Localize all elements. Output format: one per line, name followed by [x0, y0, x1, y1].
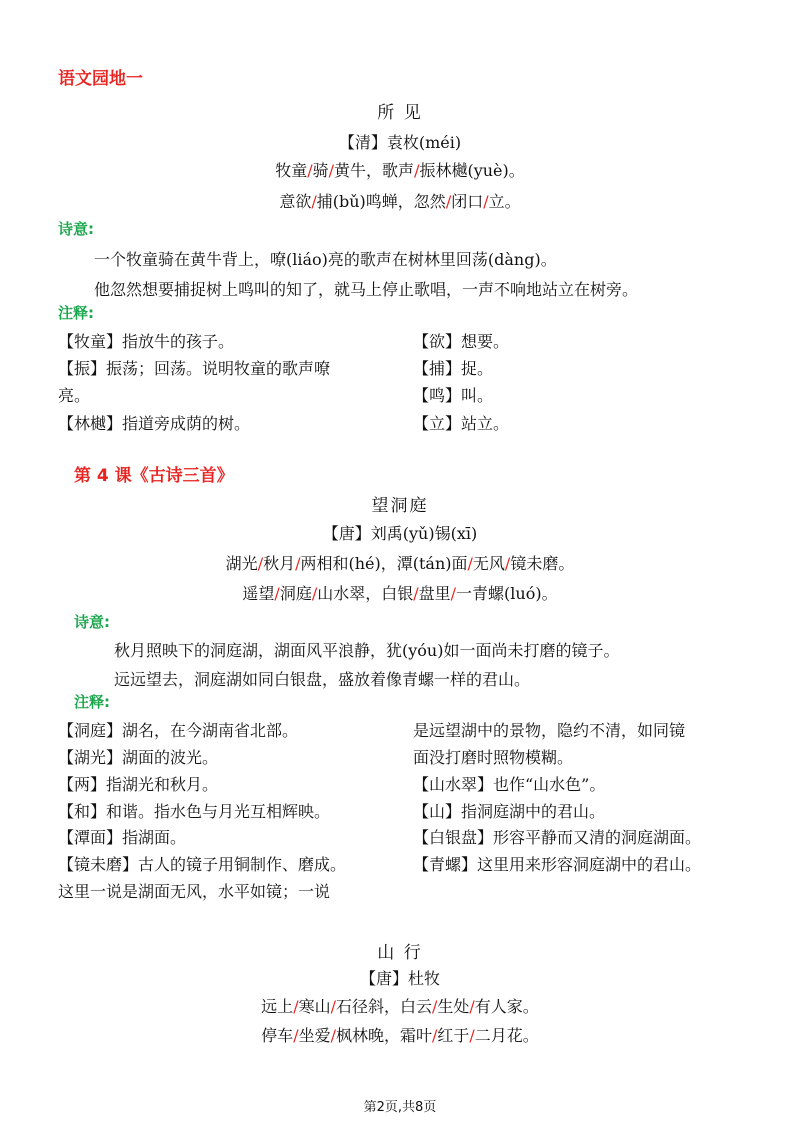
note-item: 【白银盘】形容平静而又清的洞庭湖面。: [413, 828, 702, 847]
page-number: 第2页,共8页: [363, 1100, 437, 1115]
poem-author-wangdongting: 【唐】刘禹(yǔ)锡(xī): [322, 524, 478, 543]
meaning-line: 秋月照映下的洞庭湖，湖面风平浪静，犹(yóu)如一面尚未打磨的镜子。: [114, 641, 620, 660]
poem-line-1: 远上/寒山/石径斜，白云/生处/有人家。: [261, 997, 539, 1016]
poem-author-shanxing: 【唐】杜牧: [359, 969, 440, 988]
meaning-line: 远远望去，洞庭湖如同白银盘，盛放着像青螺一样的君山。: [114, 670, 531, 689]
note-item: 【洞庭】湖名，在今湖南省北部。: [58, 721, 299, 740]
section-heading-lesson4: 第 4 课《古诗三首》: [74, 466, 234, 486]
poem-line-1: 湖光/秋月/两相和(hé)，潭(tán)面/无风/镜未磨。: [225, 554, 575, 573]
note-item: 【林樾】指道旁成荫的树。: [58, 414, 251, 433]
note-item: 面没打磨时照物模糊。: [413, 748, 574, 767]
note-item: 【湖光】湖面的波光。: [58, 748, 219, 767]
note-item: 【牧童】指放牛的孩子。: [58, 332, 235, 351]
note-item: 是远望湖中的景物，隐约不清，如同镜: [413, 721, 686, 740]
meaning-label: 诗意:: [58, 220, 94, 238]
note-item: 【立】站立。: [413, 414, 510, 433]
note-item: 亮。: [58, 386, 91, 405]
meaning-line: 一个牧童骑在黄牛背上，嘹(liáo)亮的歌声在树林里回荡(dàng)。: [94, 250, 557, 269]
poem-author-suojian: 【清】袁枚(méi): [338, 133, 462, 152]
meaning-line: 他忽然想要捕捉树上鸣叫的知了，就马上停止歌唱，一声不响地站立在树旁。: [94, 280, 639, 299]
poem-title-suojian: 所 见: [377, 103, 423, 123]
note-item: 【振】振荡；回荡。说明牧童的歌声嘹: [58, 359, 331, 378]
note-item: 【山】指洞庭湖中的君山。: [413, 802, 606, 821]
note-item: 【和】和谐。指水色与月光互相辉映。: [58, 802, 331, 821]
poem-line-2: 停车/坐爱/枫林晚，霜叶/红于/二月花。: [261, 1026, 539, 1045]
note-item: 【青螺】这里用来形容洞庭湖中的君山。: [413, 855, 702, 874]
note-item: 这里一说是湖面无风，水平如镜；一说: [58, 882, 331, 901]
poem-title-shanxing: 山 行: [377, 943, 423, 963]
section-heading-yuwenyuandi: 语文园地一: [58, 69, 143, 89]
poem-title-wangdongting: 望洞庭: [371, 496, 429, 516]
poem-line-2: 遥望/洞庭/山水翠，白银/盘里/一青螺(luó)。: [242, 584, 558, 603]
notes-label: 注释:: [58, 304, 94, 322]
note-item: 【镜未磨】古人的镜子用铜制作、磨成。: [58, 855, 347, 874]
poem-line-2: 意欲/捕(bǔ)鸣蝉，忽然/闭口/立。: [279, 192, 521, 211]
note-item: 【两】指湖光和秋月。: [58, 775, 219, 794]
note-item: 【欲】想要。: [413, 332, 510, 351]
note-item: 【潭面】指湖面。: [58, 828, 187, 847]
note-item: 【鸣】叫。: [413, 386, 494, 405]
note-item: 【山水翠】也作“山水色”。: [413, 775, 606, 794]
notes-label: 注释:: [74, 693, 110, 711]
poem-line-1: 牧童/骑/黄牛，歌声/振林樾(yuè)。: [275, 161, 525, 180]
meaning-label: 诗意:: [74, 613, 110, 631]
note-item: 【捕】捉。: [413, 359, 494, 378]
